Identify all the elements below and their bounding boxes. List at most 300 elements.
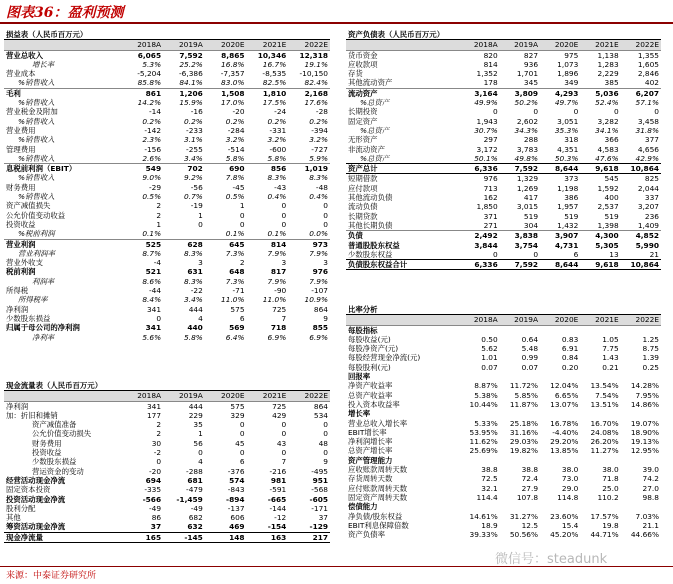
table-row (4, 448, 330, 457)
cell-value: 9,618 (580, 164, 620, 174)
cell-value: 373 (564, 174, 579, 184)
cell-value: 1.43 (602, 353, 619, 363)
cell-value: -43 (274, 182, 287, 192)
cell-value: 1.25 (642, 334, 659, 344)
cell-value: 16.8% (221, 59, 245, 69)
cell-value: 318 (564, 135, 579, 145)
cell-value: -665 (267, 494, 287, 504)
balance-header: 资产负债表（人民币百万元） (346, 30, 661, 40)
cell-value (500, 456, 540, 465)
table-row (4, 467, 330, 476)
cell-value: 236 (644, 211, 659, 221)
row-label: 管理费用 (6, 144, 36, 154)
cell-value: 0 (239, 429, 245, 439)
cell-value: -4 (153, 258, 162, 268)
cell-value: 0.2% (184, 116, 203, 126)
row-label: 应收账款周转天数 (348, 465, 408, 475)
cell-value: 3 (323, 258, 328, 268)
table-row (4, 323, 330, 332)
cell-value: 19.07% (630, 418, 659, 428)
cell-value: 702 (163, 164, 205, 174)
cell-value: 385 (604, 78, 619, 88)
row-label: 营业税金及附加 (6, 107, 58, 117)
cell-value: 4 (198, 457, 203, 467)
table-row (346, 419, 661, 428)
cell-value: 0 (493, 249, 498, 259)
cell-value: 1,957 (557, 202, 579, 212)
table-row (346, 69, 661, 78)
cell-value: -171 (311, 503, 328, 513)
cell-value: 9.2% (184, 173, 203, 183)
cell-value: 8,865 (221, 50, 245, 60)
cell-value: 13.85% (550, 446, 579, 456)
row-label: 经营活动现金净流 (6, 475, 66, 485)
table-row (346, 325, 661, 335)
cell-value: -894 (226, 494, 245, 504)
row-label: 营业利润 (4, 239, 121, 249)
cell-value: -495 (311, 466, 328, 476)
cell-value: 14.61% (469, 511, 498, 521)
ratios-table (346, 305, 661, 539)
row-label: 净负债/股东权益 (348, 511, 403, 521)
row-label: 营运资金的变动 (32, 466, 84, 476)
cell-value: 1,943 (476, 116, 498, 126)
table-row (346, 502, 661, 511)
cell-value (540, 409, 580, 418)
cell-value: 2,044 (637, 183, 659, 193)
cell-value: -107 (311, 286, 328, 296)
table-row (346, 381, 661, 390)
cell-value: -591 (269, 485, 287, 495)
row-label: 无形资产 (348, 135, 378, 145)
table-row (346, 164, 661, 174)
year-label: 2018A (121, 391, 163, 401)
table-row (4, 78, 330, 88)
cell-value: 27.0 (642, 483, 659, 493)
cell-value: -1,459 (176, 494, 203, 504)
row-label: 总资产增长率 (348, 446, 393, 456)
cell-value: 12.5 (521, 520, 539, 530)
cell-value: 29.20% (550, 437, 579, 447)
cell-value (580, 372, 620, 381)
cashflow-header: 现金流量表（人民币百万元） (4, 381, 330, 391)
cell-value: -90 (274, 286, 287, 296)
cell-value: 107.8 (516, 492, 539, 502)
cell-value: 345 (523, 78, 539, 88)
cell-value: 0 (281, 420, 287, 430)
cell-value: 8.4% (142, 295, 162, 305)
cell-value: 3.4% (184, 295, 203, 305)
cell-value: -566 (142, 494, 162, 504)
row-label: 应付账款周转天数 (348, 483, 408, 493)
cell-value: 148 (205, 532, 247, 542)
cell-value: 1 (156, 219, 162, 229)
cell-value: -145 (163, 532, 205, 542)
cell-value: 52.4% (595, 98, 619, 108)
cell-value: 1,398 (597, 220, 619, 230)
table-row (346, 474, 661, 483)
row-label: 增长率 (32, 59, 55, 69)
table-row (4, 513, 330, 522)
cell-value: 371 (483, 211, 498, 221)
cell-value: 976 (312, 267, 328, 277)
row-label: 利润率 (32, 276, 55, 286)
cell-value: 6.9% (267, 332, 287, 342)
cell-value: 1,701 (516, 69, 539, 79)
cell-value: 14.28% (630, 381, 659, 391)
cell-value: 0.5% (142, 192, 162, 202)
row-label: 财务费用 (32, 438, 62, 448)
cell-value (540, 372, 580, 381)
cell-value: 5,036 (580, 88, 620, 98)
year-header-row (4, 391, 330, 401)
cell-value: 217 (288, 532, 330, 542)
table-row (4, 98, 330, 107)
cell-value: 0 (323, 429, 328, 439)
row-label: 营业利润率 (18, 248, 55, 258)
table-row (4, 476, 330, 485)
table-row (4, 88, 330, 98)
cell-value: 0.07 (521, 362, 539, 372)
cell-value: 1,073 (557, 59, 579, 69)
cell-value: 2 (156, 429, 162, 439)
table-row (4, 504, 330, 513)
cell-value: -71 (232, 286, 245, 296)
cell-value: 1,019 (288, 164, 330, 174)
cell-value: 4,293 (540, 88, 580, 98)
cash-flow-panel (4, 381, 330, 543)
row-label: 每股收益(元) (348, 334, 391, 344)
cell-value: 1.01 (481, 353, 498, 363)
cell-value: -233 (186, 125, 203, 135)
row-label: 每股经营现金净流(元) (348, 353, 421, 363)
row-label: 净利率 (32, 332, 55, 342)
cell-value: 19.13% (630, 437, 659, 447)
year-label: 2020E (205, 40, 247, 50)
cell-value: 6.65% (554, 390, 579, 400)
cell-value: 19.82% (509, 446, 539, 456)
cell-value: 5.38% (474, 390, 498, 400)
table-row (4, 333, 330, 342)
cell-value (500, 372, 540, 381)
row-label: 增长率 (348, 409, 371, 419)
cell-value: 519 (604, 211, 619, 221)
cell-value: 8.3% (267, 173, 287, 183)
cell-value: 329 (230, 410, 245, 420)
cell-value (540, 456, 580, 465)
row-label: %销售收入 (18, 192, 55, 202)
cell-value: 271 (483, 220, 498, 230)
row-label: %总资产 (360, 98, 390, 108)
row-label: 财务费用 (6, 182, 36, 192)
row-label: 其他流动负债 (348, 193, 393, 203)
cell-value: 4,731 (554, 240, 579, 250)
cell-value: -284 (227, 125, 245, 135)
cell-value: 349 (564, 78, 579, 88)
ratios-header: 比率分析 (346, 305, 661, 315)
cell-value: 545 (604, 174, 619, 184)
cell-value: 534 (313, 410, 328, 420)
cell-value: 864 (313, 304, 328, 314)
cell-value: 11.72% (509, 381, 539, 391)
table-row (4, 522, 330, 532)
cell-value: -156 (144, 144, 162, 154)
row-label: 非流动资产 (348, 144, 385, 154)
cell-value: -20 (149, 466, 162, 476)
cell-value: 17.57% (590, 511, 619, 521)
row-label: 投资收益 (32, 448, 62, 458)
cell-value: 13.54% (590, 381, 619, 391)
cell-value (580, 325, 620, 335)
table-row (4, 145, 330, 154)
cell-value: 8.3% (184, 276, 203, 286)
cell-value: 35.3% (554, 125, 579, 135)
cell-value: 50.1% (474, 153, 498, 163)
watermark: 微信号：steadunk (495, 552, 608, 567)
table-row (346, 154, 661, 164)
row-label: 存货 (348, 69, 363, 79)
cell-value: 45 (235, 438, 245, 448)
cell-value: 5.6% (142, 332, 162, 342)
cell-value: 0.0% (309, 229, 328, 239)
cell-value: 3.2% (225, 135, 245, 145)
table-row (4, 286, 330, 295)
table-row (4, 117, 330, 126)
cell-value: 2.3% (142, 135, 162, 145)
cell-value: 0 (239, 210, 245, 220)
table-row (4, 411, 330, 420)
cell-value: 0 (323, 210, 328, 220)
cell-value: 1.39 (642, 353, 659, 363)
cell-value: 229 (188, 410, 203, 420)
row-label: 偿债能力 (348, 502, 378, 512)
cell-value: 3,051 (557, 116, 579, 126)
table-row (4, 164, 330, 174)
row-label: 应收款项 (348, 59, 378, 69)
cell-value: -6,386 (178, 69, 203, 79)
cell-value: -144 (269, 503, 287, 513)
cell-value: -255 (186, 144, 203, 154)
table-row (4, 126, 330, 135)
cell-value: 402 (644, 78, 659, 88)
cell-value: 631 (187, 267, 203, 277)
cell-value (621, 456, 661, 465)
cell-value: 718 (270, 323, 287, 333)
cell-value: 814 (247, 239, 289, 249)
cell-value: 1,850 (476, 202, 498, 212)
cell-value: -479 (186, 485, 203, 495)
year-label: 2019A (163, 391, 205, 401)
year-label: 2021E (580, 40, 620, 50)
row-label: 毛利 (4, 88, 121, 98)
cell-value: 519 (564, 211, 579, 221)
table-row (4, 192, 330, 201)
cell-value: 114.4 (476, 492, 498, 502)
cell-value: 8,644 (540, 164, 580, 174)
year-label: 2020E (540, 40, 580, 50)
cell-value: 606 (230, 513, 245, 523)
cell-value: 1,138 (597, 50, 619, 60)
cashflow-table (4, 381, 330, 543)
row-label: %销售收入 (18, 153, 55, 163)
cell-value: -49 (149, 503, 162, 513)
cell-value: 341 (145, 323, 162, 333)
table-row (4, 401, 330, 411)
row-label: 所得税 (6, 286, 29, 296)
cell-value: 19.1% (304, 59, 328, 69)
cell-value: 44.71% (590, 530, 619, 540)
cell-value: 53.95% (469, 427, 498, 437)
cell-value: -29 (149, 182, 162, 192)
cell-value: 1,409 (637, 220, 659, 230)
year-label: 2021E (247, 391, 289, 401)
cell-value: 16.78% (550, 418, 579, 428)
cell-value: 7.3% (225, 248, 245, 258)
cell-value: 0.1% (267, 229, 287, 239)
cell-value: 12,318 (299, 50, 328, 60)
cell-value: 3,172 (476, 144, 498, 154)
cell-value: 444 (188, 304, 203, 314)
cell-value: 177 (146, 410, 162, 420)
table-row (4, 314, 330, 323)
cell-value: 2.6% (142, 153, 162, 163)
cell-value: 38.8 (521, 465, 539, 475)
cell-value: 1,896 (557, 69, 579, 79)
cell-value: 0 (198, 219, 203, 229)
cell-value: 49.8% (514, 153, 539, 163)
table-row (4, 69, 330, 78)
cell-value: -8,535 (262, 69, 287, 79)
cell-value: 861 (121, 88, 163, 98)
cell-value: 3,015 (516, 202, 539, 212)
cell-value: 825 (644, 174, 659, 184)
cell-value: 682 (188, 513, 203, 523)
table-row (346, 107, 661, 116)
cell-value: 297 (483, 135, 498, 145)
cell-value (621, 372, 661, 381)
cell-value: 3.2% (309, 135, 328, 145)
cell-value: 690 (205, 164, 247, 174)
cell-value (459, 325, 499, 335)
cell-value: 1,508 (205, 88, 247, 98)
cell-value: -44 (149, 286, 162, 296)
cell-value: 1,355 (637, 50, 659, 60)
cell-value: 50.2% (514, 98, 539, 108)
year-header-row (346, 315, 661, 325)
income-header: 损益表（人民币百万元） (4, 30, 330, 40)
cell-value: 3 (198, 258, 203, 268)
cell-value: 2,168 (288, 88, 330, 98)
cell-value: 57.1% (635, 98, 659, 108)
cell-value: 386 (564, 193, 579, 203)
cell-value: 3,207 (637, 202, 659, 212)
table-row (4, 154, 330, 164)
table-row (346, 363, 661, 372)
cell-value: 6,207 (621, 88, 661, 98)
year-label: 2020E (205, 391, 247, 401)
cell-value: 951 (312, 475, 328, 485)
cell-value (580, 502, 620, 511)
cell-value: 165 (121, 532, 163, 542)
cell-value: 1.05 (602, 334, 619, 344)
table-row (346, 231, 661, 241)
income-statement-panel (4, 30, 330, 342)
cell-value: 10.44% (469, 399, 498, 409)
cell-value: 2,492 (459, 231, 499, 241)
row-label: 加：折旧和摊销 (6, 410, 58, 420)
cell-value: 3,809 (500, 88, 540, 98)
cell-value (580, 409, 620, 418)
source-note: 来源：中泰证券研究所 (6, 571, 97, 581)
cell-value: 5.8% (267, 153, 287, 163)
cell-value: 864 (313, 401, 328, 411)
table-row (4, 429, 330, 438)
cell-value: 0 (281, 448, 287, 458)
cell-value: 7.95% (635, 390, 659, 400)
row-label: %税前利润 (18, 229, 55, 239)
cell-value (500, 325, 540, 335)
year-label: 2019A (500, 40, 540, 50)
cell-value: -2 (153, 448, 162, 458)
cell-value: 74.2 (642, 474, 659, 484)
cell-value: 0.7% (184, 192, 203, 202)
table-row (346, 400, 661, 409)
cell-value: 0 (156, 313, 162, 323)
cell-value: 3,164 (459, 88, 499, 98)
table-row (346, 50, 661, 60)
cell-value: 49.9% (474, 98, 498, 108)
cell-value: -568 (311, 485, 328, 495)
cell-value: 9 (323, 313, 328, 323)
table-row (4, 277, 330, 286)
cell-value (540, 325, 580, 335)
cell-value: 725 (272, 401, 287, 411)
cell-value: 7.54% (595, 390, 619, 400)
cell-value: 3.4% (184, 153, 203, 163)
table-row (346, 353, 661, 362)
cell-value: -727 (311, 144, 328, 154)
cell-value: 72.5 (481, 474, 498, 484)
cell-value: -514 (227, 144, 245, 154)
cell-value: 8.3% (309, 173, 328, 183)
row-label: 资产总计 (346, 164, 459, 174)
cell-value: 0.25 (642, 362, 659, 372)
cell-value: -7,357 (220, 69, 245, 79)
cell-value: 1,283 (597, 59, 619, 69)
cell-value: 98.8 (642, 492, 659, 502)
cell-value (621, 325, 661, 335)
table-row (4, 258, 330, 267)
cell-value: 5,305 (595, 240, 619, 250)
cell-value: -5,204 (137, 69, 162, 79)
cell-value: 1,605 (637, 59, 659, 69)
cell-value: 82.5% (262, 78, 287, 88)
cell-value: 3,838 (500, 231, 540, 241)
cell-value: 7.03% (635, 511, 659, 521)
cell-value: 0 (323, 448, 328, 458)
year-label: 2022E (621, 315, 661, 325)
table-row (346, 521, 661, 530)
cell-value: 2,846 (637, 69, 659, 79)
cell-value: -10,150 (299, 69, 328, 79)
cell-value: 10,864 (621, 260, 661, 270)
row-label: 固定资产 (348, 116, 378, 126)
cell-value: 9,618 (580, 260, 620, 270)
cell-value: 29.0 (561, 483, 579, 493)
table-row (346, 98, 661, 107)
cell-value: 13 (609, 249, 619, 259)
cell-value: 337 (644, 193, 659, 203)
